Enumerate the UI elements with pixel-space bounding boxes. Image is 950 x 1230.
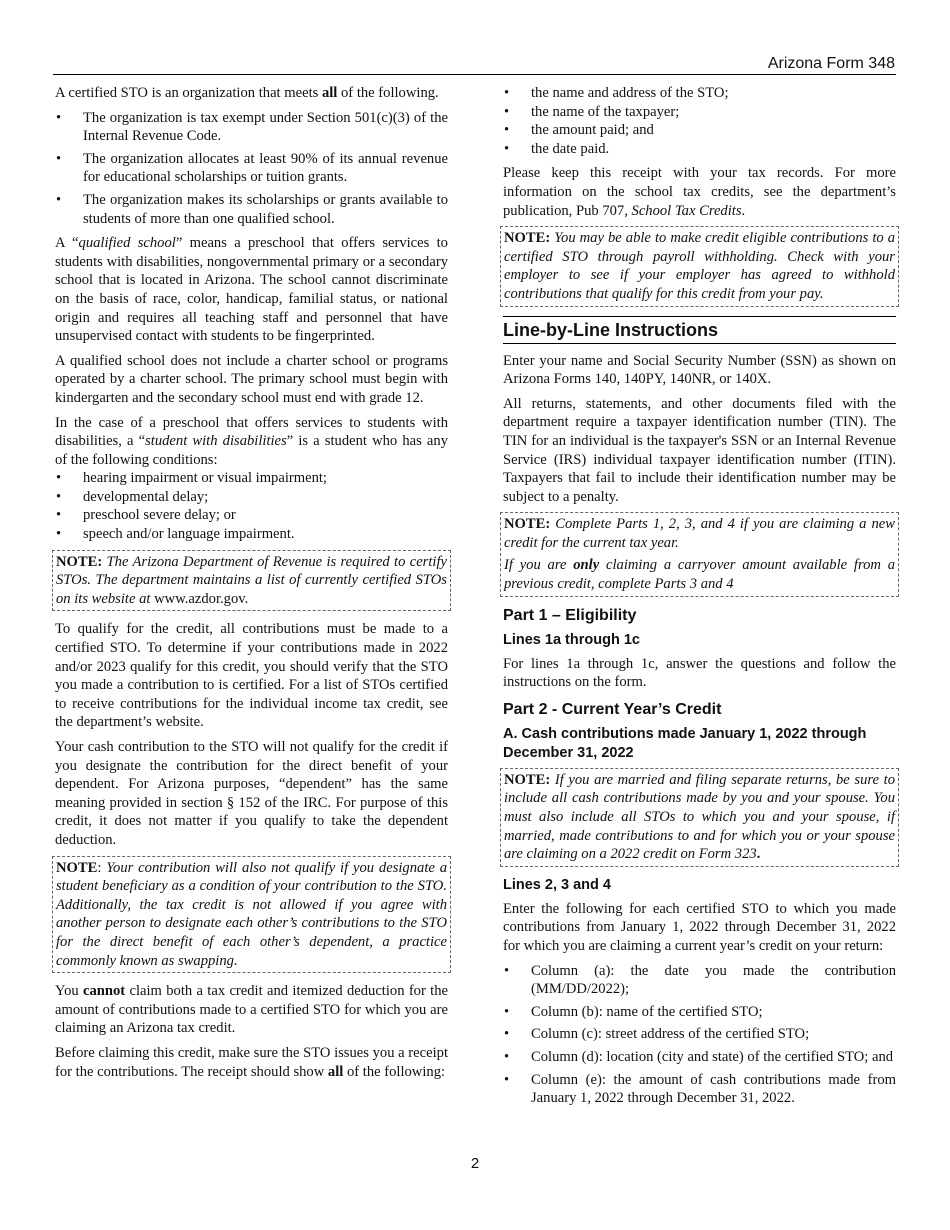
text: Complete Parts 1, 2, 3, and 4 if you are claiming a new credit for the current tax year.: [504, 516, 895, 551]
note-label: NOTE:: [504, 230, 551, 247]
list-item: • speech and/or language impairment.: [55, 525, 448, 544]
lines-1a-1c-heading: Lines 1a through 1c: [503, 631, 640, 648]
certified-sto-intro: [55, 84, 448, 103]
text: Before claiming this credit, make sure the STO issues you a receipt for the contributions. The receipt should show: [55, 1044, 448, 1080]
text: In the case of a preschool that offers services to students with disabilities, a “: [55, 414, 448, 450]
list-item: • preschool severe delay; or: [55, 506, 448, 525]
list-item: • the name and address of the STO;: [503, 84, 896, 103]
lines-1a-1c-paragraph: For lines 1a through 1c, answer the questions and follow the instructions on the form.: [503, 655, 896, 691]
list-item: • The organization allocates at least 90% of its annual revenue for educational scholarships or tuition grants.: [55, 150, 448, 187]
note-label: NOTE:: [504, 771, 551, 788]
text: A “: [55, 235, 79, 252]
student-with-disabilities-definition: [55, 414, 448, 470]
note-box-certification: [52, 550, 451, 612]
text: .: [741, 202, 746, 219]
list-item: • The organization makes its scholarships or grants available to students of more than one qualified school.: [55, 191, 448, 228]
text: A certified STO is an organization that meets: [55, 85, 322, 101]
list-item: • developmental delay;: [55, 488, 448, 507]
note-box-swapping: [52, 856, 451, 974]
note-label: NOTE:: [504, 516, 551, 533]
tin-paragraph: All returns, statements, and other documents filed with the department require a taxpayer identification number (TIN). The TIN for an individual is the taxpayer's SSN or an Internal Revenue Service (IRS) individual taxpayer identification number (ITIN). Taxpayers that fail to include their identification number may be subject to a penalty.: [503, 395, 896, 505]
keep-receipt-paragraph: [503, 164, 896, 220]
part2-heading: Part 2 - Current Year’s Credit: [503, 700, 722, 718]
text: ” means a preschool that offers services to students with disabilities, nongovernmental primary or a secondary school that is located in Arizona. The school cannot discriminate on the basis of race, color, handicap, familial status, or national origin and requires all teaching staff and personnel that have unsupervised contact with students to be fingerprinted.: [55, 235, 448, 345]
right-column: [503, 84, 896, 1114]
note-box-payroll: [500, 226, 899, 306]
lines-2-3-4-heading: Lines 2, 3 and 4: [503, 876, 611, 893]
name-ssn-paragraph: Enter your name and Social Security Number (SSN) as shown on Arizona Forms 140, 140PY, 140NR, or 140X.: [503, 352, 896, 388]
list-item: • The organization is tax exempt under Section 501(c)(3) of the Internal Revenue Code.: [55, 109, 448, 146]
text: claim both a tax credit and itemized deduction for the amount of contributions made to a certified STO for which you are claiming an Arizona tax credit.: [55, 983, 448, 1037]
list-item: • Column (b): name of the certified STO;: [503, 1003, 896, 1022]
list-item: • the date paid.: [503, 140, 896, 159]
receipt-items-list: [503, 84, 896, 158]
list-item: • Column (d): location (city and state) of the certified STO; and: [503, 1048, 896, 1067]
conditions-list: [55, 469, 448, 543]
list-item: • the amount paid; and: [503, 121, 896, 140]
left-column: [55, 84, 448, 1087]
charter-school-exclusion: A qualified school does not include a charter school or programs operated by a charter school. The primary school must begin with kindergarten and the secondary school must end with grade 12.: [55, 352, 448, 406]
list-item: • the name of the taxpayer;: [503, 103, 896, 122]
note-box-parts: [500, 512, 899, 596]
text: You: [55, 983, 83, 1000]
text: ” is a student who has any of the following conditions:: [55, 433, 448, 468]
section-title-line-by-line: Line-by-Line Instructions: [503, 319, 719, 340]
cannot-claim-paragraph: [55, 982, 448, 1038]
columns-list: [503, 962, 896, 1108]
part1-heading: Part 1 – Eligibility: [503, 606, 637, 624]
dependent-paragraph: Your cash contribution to the STO will not qualify for the credit if you designate the contribution for the direct benefit of your dependent. For Arizona purposes, “dependent” has the same meaning provided in section § 152 of the IRC. For purpose of this credit, it does not matter if you qualify to take the dependent deduction.: [55, 739, 448, 848]
list-item: • Column (e): the amount of cash contributions made from January 1, 2022 through December 31, 2022.: [503, 1071, 896, 1108]
sto-criteria-list: [55, 109, 448, 229]
website-url: www.azdor.gov.: [154, 590, 249, 607]
text: :: [97, 859, 107, 876]
emphasis: only: [573, 557, 600, 574]
text: The Arizona Department of Revenue is required to certify STOs. The department maintains a list of currently certified STOs on its website at: [56, 553, 447, 607]
text: You may be able to make credit eligible contributions to a certified STO through payroll withholding. Check with your employer to see if your employer has agreed to withhold contributions that qualify for this credit from your pay.: [504, 230, 895, 302]
text: Please keep this receipt with your tax records. For more information on the school tax credits, see the department’s publication, Pub 707,: [503, 165, 896, 219]
form-title: Arizona Form 348: [767, 55, 895, 72]
note-text: [56, 859, 447, 971]
text: If you are: [504, 557, 574, 574]
emphasis: cannot: [83, 983, 126, 1000]
lines-2-3-4-paragraph: Enter the following for each certified STO to which you made contributions from January 1, 2022 through December 31, 2022 for which you are claiming a current year’s credit on your return:: [503, 900, 896, 954]
text: If you are married and filing separate returns, be sure to include all cash contributions made by you and your spouse. You must also include all STOs to which you and your spouse, if married, made contributions to and for which you or your spouse are claiming on a 2022 credit on Form 323: [504, 771, 895, 863]
text: Your contribution will also not qualify if you designate a student beneficiary as a condition of your contribution to the STO. Additionally, the tax credit is not allowed if you agree with another person to designate each other’s contributions to the STO for the direct benefit of each other’s dependent, a practice commonly known as swapping.: [56, 859, 448, 969]
page-number: 2: [470, 1155, 480, 1172]
term: student with disabilities: [145, 433, 287, 450]
text: of the following:: [343, 1063, 446, 1080]
note-text: [56, 553, 447, 609]
text: .: [756, 846, 761, 863]
list-item: • Column (c): street address of the certified STO;: [503, 1025, 896, 1044]
text: claiming a carryover amount available from a previous credit, complete Parts 3 and 4: [504, 557, 895, 593]
qualified-school-definition: [55, 234, 448, 346]
qualify-paragraph: To qualify for the credit, all contributions must be made to a certified STO. To determine if your contributions made in 2022 and/or 2023 qualify for this credit, you should verify that the STO you made a contribution to is certified. For a list of STOs certified to receive contributions for the individual income tax credit, see the department’s website.: [55, 621, 448, 731]
emphasis: all: [321, 85, 338, 101]
receipt-paragraph: [55, 1044, 448, 1081]
term: qualified school: [78, 235, 176, 252]
note-text: [504, 771, 895, 864]
section-a-heading: A. Cash contributions made January 1, 2022 through December 31, 2022: [503, 725, 867, 761]
text: of the following.: [337, 85, 439, 101]
header-rule: [53, 74, 896, 75]
note-label: NOTE:: [56, 553, 103, 570]
section-rule-bottom: [503, 343, 896, 344]
note-text: [504, 515, 895, 552]
note-box-married: [500, 768, 899, 867]
note-label: NOTE: [56, 859, 98, 876]
list-item: • Column (a): the date you made the contribution (MM/DD/2022);: [503, 962, 896, 999]
list-item: • hearing impairment or visual impairment;: [55, 469, 448, 488]
note-text: [504, 556, 895, 593]
publication-title: School Tax Credits: [631, 202, 742, 219]
emphasis: all: [327, 1063, 344, 1080]
note-text: [504, 229, 895, 303]
